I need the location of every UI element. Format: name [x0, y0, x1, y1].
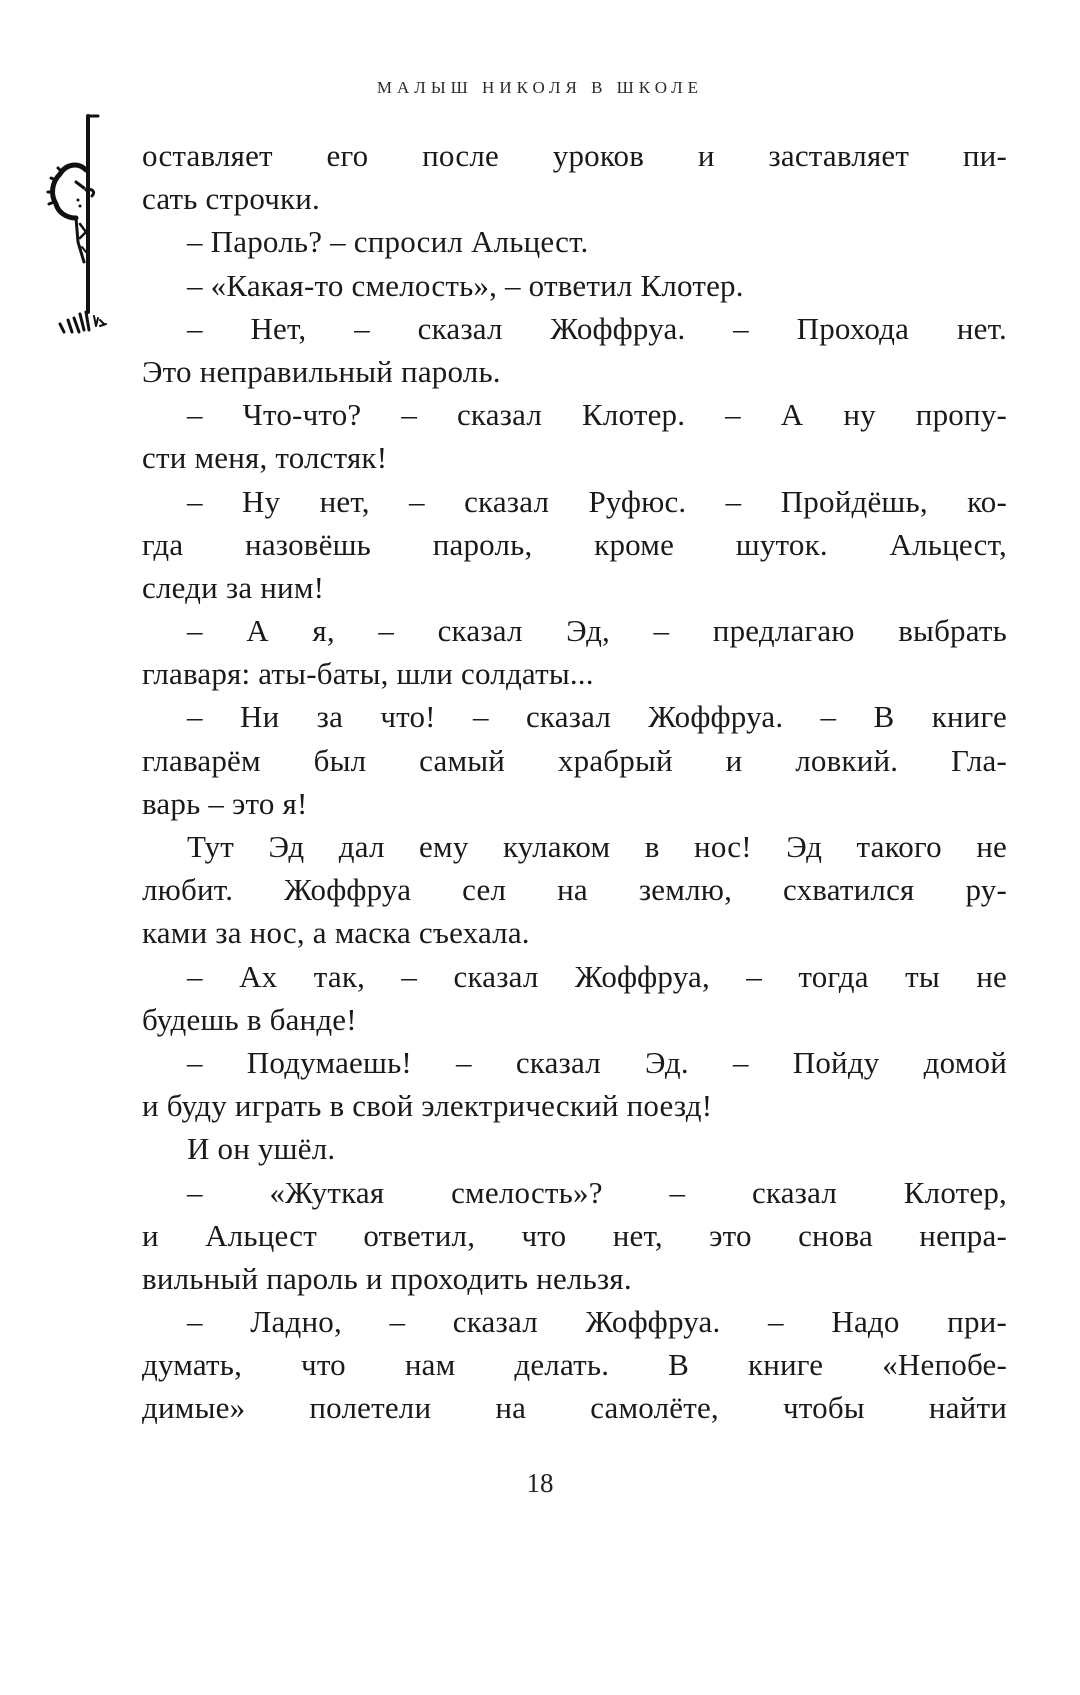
page-number: 18	[526, 1468, 554, 1498]
text-line: главарём был самый храбрый и ловкий. Гла-	[142, 742, 1007, 778]
body-text	[142, 134, 1007, 1430]
text-line: – Нет, – сказал Жоффруа. – Прохода нет.	[187, 310, 1007, 346]
text-line: – Что-что? – сказал Клотер. – А ну пропу-	[187, 397, 1007, 433]
text-line: – А я, – сказал Эд, – предлагаю выбрать	[187, 613, 1007, 649]
text-line: главаря: аты-баты, шли солдаты...	[142, 656, 594, 692]
text-line: будешь в банде!	[142, 1001, 357, 1037]
text-line: И он ушёл.	[187, 1131, 336, 1167]
text-line: гда назовёшь пароль, кроме шуток. Альцест,	[142, 526, 1007, 562]
text-line: – Пароль? – спросил Альцест.	[187, 224, 589, 260]
text-line: следи за ним!	[142, 569, 325, 605]
text-line: – «Жуткая смелость»? – сказал Клотер,	[187, 1174, 1007, 1210]
text-line: – Ну нет, – сказал Руфюс. – Пройдёшь, ко-	[187, 483, 1007, 519]
text-line: – «Какая-то смелость», – ответил Клотер.	[187, 267, 744, 303]
text-line: и буду играть в свой электрический поезд!	[142, 1088, 713, 1124]
text-line: ками за нос, а маска съехала.	[142, 915, 530, 951]
text-line: любит. Жоффруа сел на землю, схватился ру-	[142, 872, 1007, 908]
text-line: сти меня, толстяк!	[142, 440, 388, 476]
text-line: Это неправильный пароль.	[142, 353, 501, 389]
text-line: димые» полетели на самолёте, чтобы найти	[142, 1390, 1007, 1426]
text-line: – Подумаешь! – сказал Эд. – Пойду домой	[187, 1044, 1007, 1080]
text-line: оставляет его после уроков и заставляет пи-	[142, 138, 1007, 173]
text-line: Тут Эд дал ему кулаком в нос! Эд такого не	[187, 829, 1007, 864]
boy-peeking-icon	[40, 112, 130, 372]
text-line: и Альцест ответил, что нет, это снова непра-	[142, 1217, 1007, 1253]
text-line: сать строчки.	[142, 181, 321, 217]
text-line: вильный пароль и проходить нельзя.	[142, 1260, 632, 1296]
running-header: МАЛЫШ НИКОЛЯ В ШКОЛЕ	[376, 78, 704, 97]
text-line: – Ладно, – сказал Жоффруа. – Надо при-	[187, 1304, 1007, 1340]
text-line: – Ах так, – сказал Жоффруа, – тогда ты не	[187, 958, 1007, 994]
text-line: варь – это я!	[142, 785, 308, 821]
text-line: думать, что нам делать. В книге «Непобе-	[142, 1347, 1007, 1383]
text-line: – Ни за что! – сказал Жоффруа. – В книге	[187, 699, 1007, 735]
